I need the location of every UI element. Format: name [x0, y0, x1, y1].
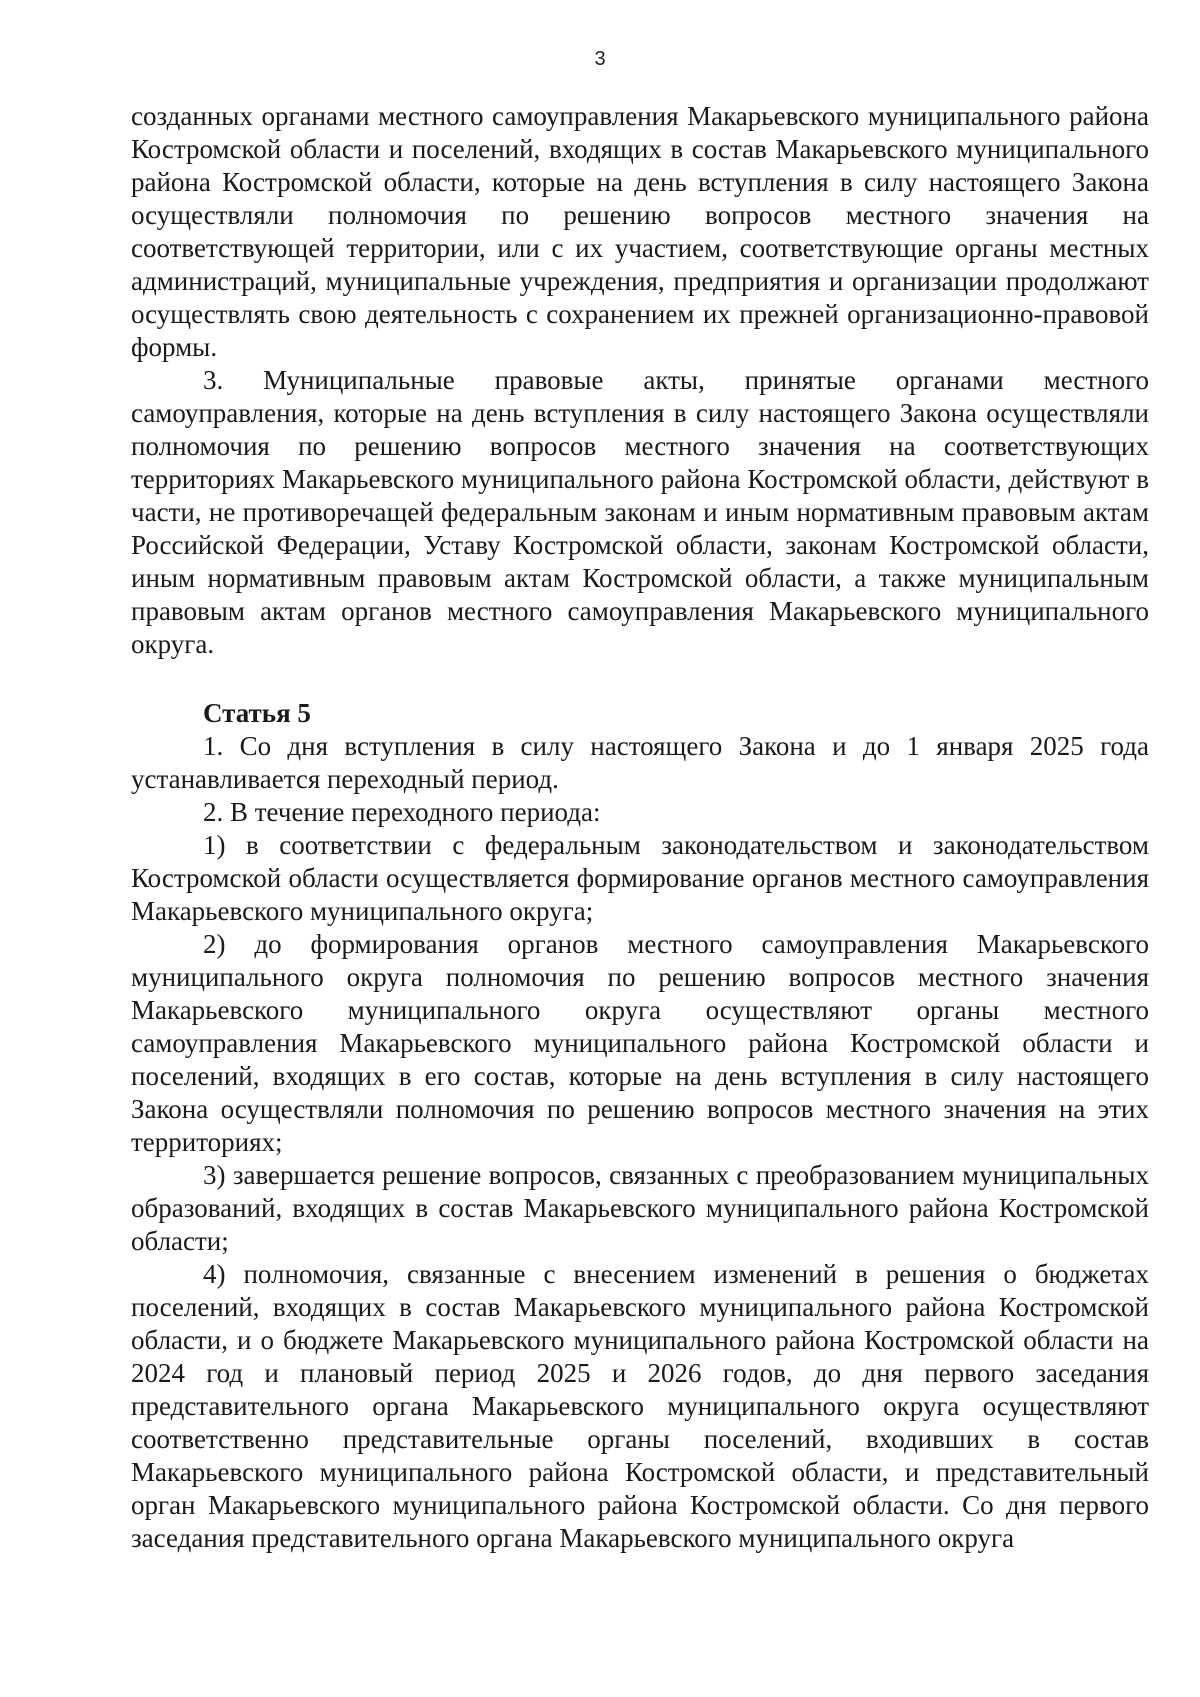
subitem-2: 2) до формирования органов местного самоуправления Макарьевского муниципального округа полномочия по решению вопросов местного значения Макарьевского муниципального округа осуществляют органы местного самоуправления Макарьевского муниципального района Костромской области и поселений, входящих в его состав, которые на день вступления в силу настоящего Закона осуществляли полномочия по решению вопросов местного значения на этих территориях;: [131, 929, 1149, 1157]
paragraph-continuation: созданных органами местного самоуправления Макарьевского муниципального района Костромской области и поселений, входящих в состав Макарьевского муниципального района Костромской области, которые на день вступления в силу настоящего Закона осуществляли полномочия по решению вопросов местного значения на соответствующей территории, или с их участием, соответствующие органы местных администраций, муниципальные учреждения, предприятия и организации продолжают осуществлять свою деятельность с сохранением их прежней организационно-правовой формы.: [131, 101, 1149, 362]
subitem-4: 4) полномочия, связанные с внесением изменений в решения о бюджетах поселений, входящих в состав Макарьевского муниципального района Костромской области, и о бюджете Макарьевского муниципального района Костромской области на 2024 год и плановый период 2025 и 2026 годов, до дня первого заседания представительного органа Макарьевского муниципального округа осуществляют соответственно представительные органы поселений, входивших в состав Макарьевского муниципального района Костромской области, и представительный орган Макарьевского муниципального района Костромской области. Со дня первого заседания представительного органа Макарьевского муниципального округа: [131, 1259, 1149, 1553]
subitem-3: 3) завершается решение вопросов, связанных с преобразованием муниципальных образований, входящих в состав Макарьевского муниципального района Костромской области;: [131, 1160, 1149, 1256]
paragraph-item-3: 3. Муниципальные правовые акты, принятые органами местного самоуправления, которые на день вступления в силу настоящего Закона осуществляли полномочия по решению вопросов местного значения на соответствующих территориях Макарьевского муниципального района Костромской области, действуют в части, не противоречащей федеральным законам и иным нормативным правовым актам Российской Федерации, Уставу Костромской области, законам Костромской области, иным нормативным правовым актам Костромской области, а также муниципальным правовым актам органов местного самоуправления Макарьевского муниципального округа.: [131, 365, 1149, 659]
subitem-1: 1) в соответствии с федеральным законодательством и законодательством Костромской области осуществляется формирование органов местного самоуправления Макарьевского муниципального округа;: [131, 830, 1149, 926]
page-number: 3: [594, 48, 606, 70]
section-spacer: [131, 661, 1149, 697]
article-heading: Статья 5: [203, 698, 311, 728]
document-body: [131, 100, 1149, 1555]
paragraph-article5-2: 2. В течение переходного периода:: [203, 797, 601, 827]
paragraph-article5-1: 1. Со дня вступления в силу настоящего Закона и до 1 января 2025 года устанавливается переходный период.: [131, 731, 1149, 794]
